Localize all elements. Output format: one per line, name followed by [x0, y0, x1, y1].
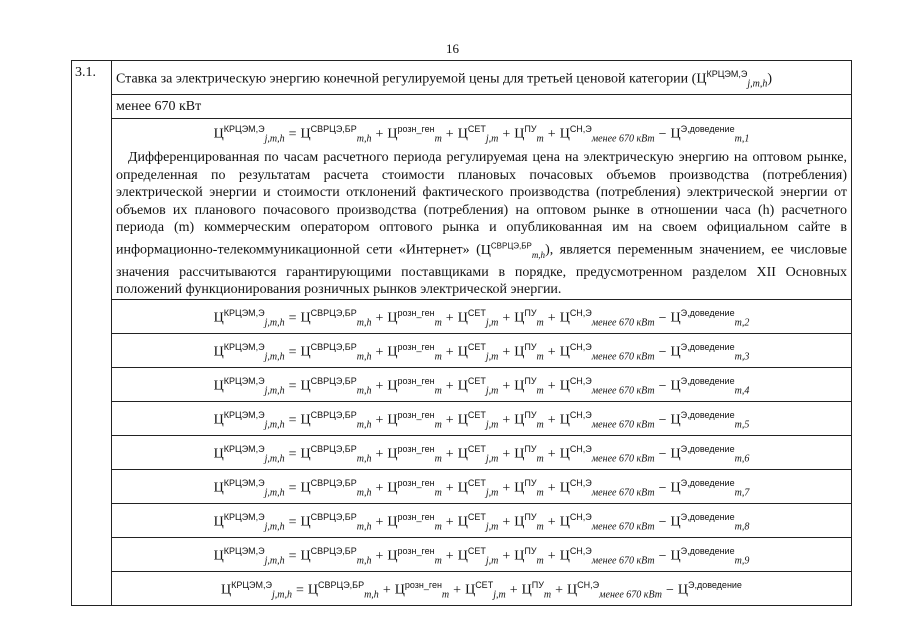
title-text: Ставка за электрическую энергию конечной регулируемой цены для третьей ценовой категории (	[116, 71, 697, 87]
formula-operator: =	[288, 126, 297, 142]
formula-operator: +	[445, 548, 454, 564]
formula-term: $Ц^{СВРЦЭ,БР}_{m,h}$	[300, 124, 372, 145]
formula-operator: +	[547, 446, 556, 462]
formula-operator: +	[502, 446, 511, 462]
formula-term: $Ц^{СН,Э}_{менее 670 кВт}$	[559, 375, 655, 397]
formula-operator: +	[502, 412, 511, 428]
formula-operator: +	[382, 582, 391, 598]
formula-row	[112, 577, 851, 603]
formula-term: $Ц^{Э,доведение}_{m,3}$	[670, 341, 750, 363]
formula-term: $Ц^{розн\_ген}_m$	[387, 307, 442, 329]
formula-row	[112, 509, 851, 535]
formula-operator: +	[375, 344, 384, 360]
title-symbol: $Ц^{КРЦЭМ,Э}_{j,m,h}$	[696, 69, 768, 90]
formula-operator: =	[288, 446, 297, 462]
formula-term: $Ц^{СВРЦЭ,БР}_{m,h}$	[300, 375, 372, 397]
formula-term: $Ц^{розн\_ген}_m$	[387, 124, 442, 145]
formula-term: $Ц^{Э,доведение}_{m,7}$	[670, 477, 750, 499]
formula-term: $Ц^{СН,Э}_{менее 670 кВт}$	[559, 307, 655, 329]
formula-term: $Ц^{ПУ}_m$	[514, 307, 544, 329]
formula-operator: −	[658, 412, 667, 428]
formula-term: $Ц^{СЕТ}_{j,m}$	[457, 409, 499, 431]
formula-term: $Ц^{Э,доведение}_{m,5}$	[670, 409, 750, 431]
formula-term: $Ц^{СЕТ}_{j,m}$	[457, 545, 499, 567]
description-paragraph: Дифференцированная по часам расчетного периода регулируемая цена на электрическую энергию на оптовом рынке, определенная по результатам расчета стоимости плановых почасовых объемов производства (потребления) электрической энергии и стоимости отклонений фактического производства (потребления) электрической энергии от объемов их планового почасового производства (потребления) на оптовом рынке в отношении часа (h) расчетного периода (m) коммерческим оператором оптового рынка и опубликованная им на своем официальном сайте в информационно-телекоммуникационной сети «Интернет» $(Ц^{СВРЦЭ,БР}_{m,h})$, является переменным значением, ее числовые значения рассчитываются гарантирующими поставщиками в порядке, предусмотренном разделом XII Основных положений функционирования розничных рынков электрической энергии.	[116, 150, 848, 298]
formula-row	[112, 373, 851, 399]
formula-operator: −	[658, 446, 667, 462]
formula-term: $Ц^{СВРЦЭ,БР}_{m,h}$	[300, 307, 372, 329]
formula-term: $Ц^{СЕТ}_{j,m}$	[457, 341, 499, 363]
formula-term: $Ц^{розн\_ген}_m$	[394, 579, 450, 601]
formula-term: $Ц^{Э,доведение}_{m,8}$	[670, 511, 750, 533]
formula-operator: −	[658, 480, 667, 496]
formula-term: $Ц^{СВРЦЭ,БР}_{m,h}$	[300, 511, 372, 533]
formula-term: $Ц^{Э,доведение}$	[677, 579, 742, 598]
formula-operator: +	[547, 310, 556, 326]
formula-operator: +	[502, 310, 511, 326]
formula-operator: +	[375, 126, 384, 142]
formula-term: $Ц^{ПУ}_m$	[514, 477, 544, 499]
formula-term: $Ц^{КРЦЭМ,Э}_{j,m,h}$	[213, 443, 285, 465]
formula-row	[112, 543, 851, 569]
formula-row	[112, 339, 851, 365]
formula-term: $Ц^{КРЦЭМ,Э}_{j,m,h}$	[213, 124, 285, 145]
formula-operator: +	[445, 412, 454, 428]
formula-operator: +	[502, 480, 511, 496]
formula-term: $Ц^{СВРЦЭ,БР}_{m,h}$	[307, 579, 379, 601]
formula-cell	[112, 367, 852, 401]
formula-operator: +	[453, 582, 462, 598]
formula-term: $Ц^{розн\_ген}_m$	[387, 375, 442, 397]
formula-operator: +	[502, 344, 511, 360]
formula-operator: +	[445, 514, 454, 530]
formula-term: $Ц^{СЕТ}_{j,m}$	[457, 375, 499, 397]
formula-operator: +	[547, 480, 556, 496]
formula-term: $Ц^{ПУ}_m$	[514, 124, 544, 145]
formula-operator: =	[288, 480, 297, 496]
formula-operator: −	[658, 548, 667, 564]
formula-cell	[112, 401, 852, 435]
formula-operator: −	[658, 378, 667, 394]
formula-operator: +	[375, 378, 384, 394]
formula-operator: −	[658, 344, 667, 360]
formula-term: $Ц^{СЕТ}_{j,m}$	[457, 307, 499, 329]
formula-operator: =	[288, 378, 297, 394]
formula-operator: +	[502, 126, 511, 142]
formula-term: $Ц^{СЕТ}_{j,m}$	[457, 124, 499, 145]
main-cell	[112, 119, 852, 300]
formula-term: $Ц^{Э,доведение}_{m,2}$	[670, 307, 750, 329]
formula-row	[116, 121, 847, 147]
formula-row	[112, 475, 851, 501]
subheading: менее 670 кВт	[112, 95, 852, 119]
formula-operator: −	[658, 310, 667, 326]
formula-term: $Ц^{СН,Э}_{менее 670 кВт}$	[559, 341, 655, 363]
formula-term: $Ц^{СВРЦЭ,БР}_{m,h}$	[300, 477, 372, 499]
formula-term: $Ц^{розн\_ген}_m$	[387, 443, 442, 465]
formula-operator: −	[658, 126, 667, 142]
formula-cell	[112, 333, 852, 367]
formula-term: $Ц^{СН,Э}_{менее 670 кВт}$	[559, 511, 655, 533]
formula-operator: −	[665, 582, 674, 598]
formula-term: $Ц^{СВРЦЭ,БР}_{m,h}$	[300, 545, 372, 567]
formula-operator: +	[375, 514, 384, 530]
section-number: 3.1.	[72, 61, 112, 606]
formula-operator: +	[502, 378, 511, 394]
formula-term: $Ц^{КРЦЭМ,Э}_{j,m,h}$	[213, 545, 285, 567]
formula-operator: +	[509, 582, 518, 598]
formula-term: $Ц^{СН,Э}_{менее 670 кВт}$	[567, 579, 662, 601]
formula-operator: +	[375, 446, 384, 462]
formula-operator: =	[288, 412, 297, 428]
section-title: Ставка за электрическую энергию конечной регулируемой цены для третьей ценовой категории $(Ц^{КРЦЭМ,Э}_{j,m,h})$	[112, 61, 852, 95]
formula-term: $Ц^{розн\_ген}_m$	[387, 409, 442, 431]
formula-term: $Ц^{СЕТ}_{j,m}$	[457, 443, 499, 465]
formula-operator: +	[375, 412, 384, 428]
formula-term: $Ц^{ПУ}_m$	[521, 579, 552, 601]
formula-term: $Ц^{ПУ}_m$	[514, 409, 544, 431]
formula-term: $Ц^{КРЦЭМ,Э}_{j,m,h}$	[213, 375, 285, 397]
formula-operator: +	[445, 344, 454, 360]
formula-term: $Ц^{Э,доведение}_{m,6}$	[670, 443, 750, 465]
formula-term: $Ц^{розн\_ген}_m$	[387, 341, 442, 363]
formula-term: $Ц^{КРЦЭМ,Э}_{j,m,h}$	[213, 341, 285, 363]
formula-term: $Ц^{КРЦЭМ,Э}_{j,m,h}$	[213, 477, 285, 499]
formula-operator: +	[375, 310, 384, 326]
formula-term: $Ц^{СВРЦЭ,БР}_{m,h}$	[300, 443, 372, 465]
formula-row	[112, 407, 851, 433]
formula-term: $Ц^{ПУ}_m$	[514, 443, 544, 465]
formula-term: $Ц^{КРЦЭМ,Э}_{j,m,h}$	[213, 409, 285, 431]
formula-term: $Ц^{СЕТ}_{j,m}$	[457, 511, 499, 533]
formula-row	[112, 305, 851, 331]
formula-term: $Ц^{СЕТ}_{j,m}$	[457, 477, 499, 499]
formula-operator: +	[547, 548, 556, 564]
page-number: 16	[446, 41, 459, 56]
formula-cell	[112, 299, 852, 333]
formula-operator: =	[296, 582, 304, 598]
formula-operator: +	[547, 378, 556, 394]
inline-symbol: $Ц^{СВРЦЭ,БР}_{m,h}$	[480, 240, 546, 260]
formula-operator: +	[375, 480, 384, 496]
formula-term: $Ц^{Э,доведение}_{m,9}$	[670, 545, 750, 567]
formula-operator: =	[288, 310, 297, 326]
formula-term: $Ц^{СВРЦЭ,БР}_{m,h}$	[300, 341, 372, 363]
formula-term: $Ц^{СН,Э}_{менее 670 кВт}$	[559, 545, 655, 567]
formula-operator: +	[547, 126, 556, 142]
formula-operator: +	[502, 548, 511, 564]
formula-term: $Ц^{розн\_ген}_m$	[387, 477, 442, 499]
formula-term: $Ц^{КРЦЭМ,Э}_{j,m,h}$	[221, 579, 292, 601]
formula-term: $Ц^{СН,Э}_{менее 670 кВт}$	[559, 409, 655, 431]
formula-operator: =	[288, 548, 297, 564]
formula-term: $Ц^{ПУ}_m$	[514, 511, 544, 533]
formula-operator: +	[445, 446, 454, 462]
formula-cell	[112, 469, 852, 503]
formula-operator: +	[547, 412, 556, 428]
formula-cell	[112, 537, 852, 571]
formula-row	[112, 441, 851, 467]
formula-operator: +	[445, 126, 454, 142]
formula-operator: +	[375, 548, 384, 564]
formula-term: $Ц^{ПУ}_m$	[514, 341, 544, 363]
formula-term: $Ц^{КРЦЭМ,Э}_{j,m,h}$	[213, 307, 285, 329]
formula-term: $Ц^{СН,Э}_{менее 670 кВт}$	[559, 443, 655, 465]
formula-term: $Ц^{СВРЦЭ,БР}_{m,h}$	[300, 409, 372, 431]
formula-operator: =	[288, 344, 297, 360]
formula-term: $Ц^{ПУ}_m$	[514, 545, 544, 567]
formula-term: $Ц^{СН,Э}_{менее 670 кВт}$	[559, 124, 655, 145]
formula-operator: +	[547, 514, 556, 530]
formula-operator: +	[555, 582, 564, 598]
formula-term: $Ц^{розн\_ген}_m$	[387, 545, 442, 567]
formula-cell	[112, 571, 852, 605]
formula-term: $Ц^{Э,доведение}_{m,1}$	[670, 124, 750, 145]
formula-term: $Ц^{СН,Э}_{менее 670 кВт}$	[559, 477, 655, 499]
formula-operator: +	[547, 344, 556, 360]
formula-term: $Ц^{ПУ}_m$	[514, 375, 544, 397]
formula-term: $Ц^{СЕТ}_{j,m}$	[465, 579, 506, 601]
formula-term: $Ц^{Э,доведение}_{m,4}$	[670, 375, 750, 397]
formula-term: $Ц^{розн\_ген}_m$	[387, 511, 442, 533]
formula-operator: −	[658, 514, 667, 530]
rates-table	[71, 60, 852, 606]
formula-operator: =	[288, 514, 297, 530]
formula-operator: +	[445, 480, 454, 496]
formula-term: $Ц^{КРЦЭМ,Э}_{j,m,h}$	[213, 511, 285, 533]
formula-cell	[112, 503, 852, 537]
formula-operator: +	[502, 514, 511, 530]
formula-operator: +	[445, 378, 454, 394]
formula-cell	[112, 435, 852, 469]
formula-operator: +	[445, 310, 454, 326]
